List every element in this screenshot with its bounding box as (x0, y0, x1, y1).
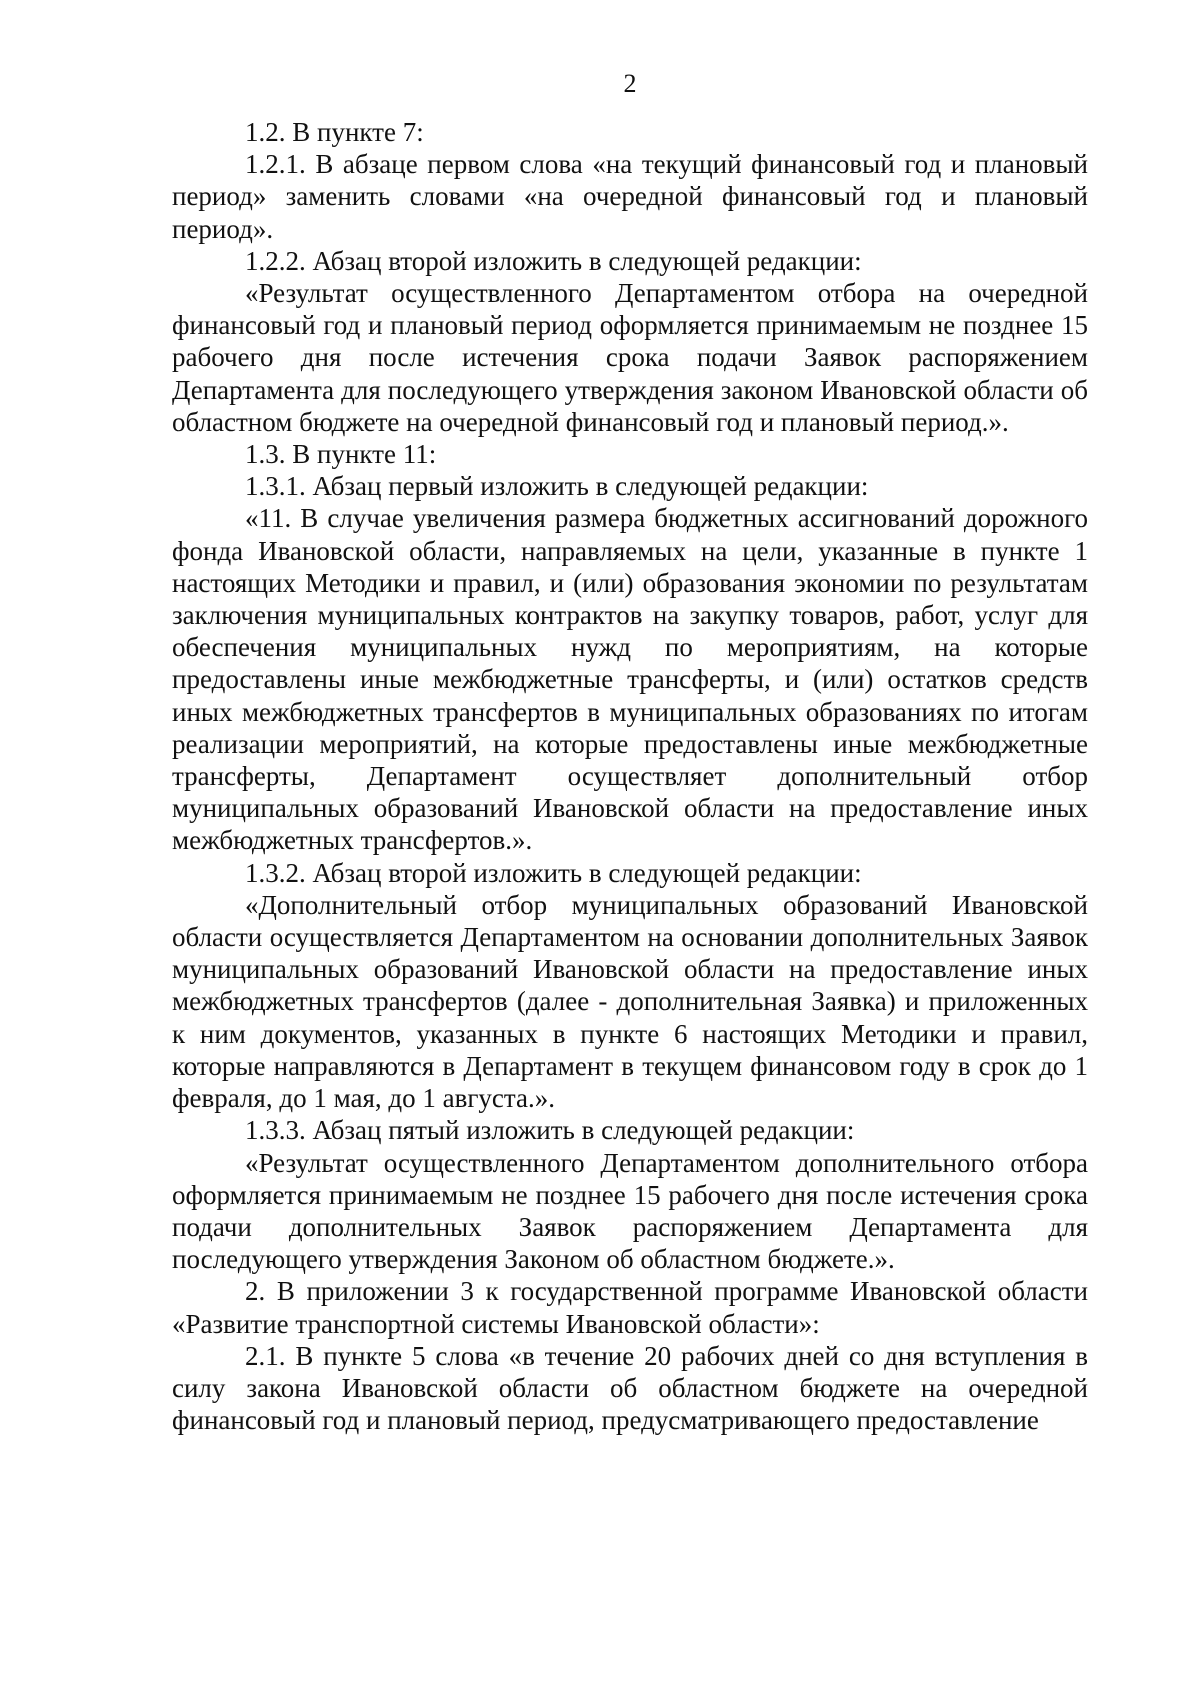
paragraph-2-1: 2.1. В пункте 5 слова «в течение 20 рабочих дней со дня вступления в силу закона Ивановской области об областном бюджете на очередной финансовый год и плановый период, предусматривающего предоставление (172, 1340, 1088, 1436)
page-number: 2 (623, 69, 637, 98)
paragraph-1-3-1: 1.3.1. Абзац первый изложить в следующей редакции: (245, 471, 869, 502)
paragraph-quote-4: «Результат осуществленного Департаментом дополнительного отбора оформляется принимаемым не позднее 15 рабочего дня после истечения срока подачи дополнительных Заявок распоряжением Департамента для последующего утверждения Законом об областном бюджете.». (172, 1147, 1088, 1275)
document-body (172, 116, 1088, 1436)
paragraph-1-2: 1.2. В пункте 7: (245, 117, 424, 147)
paragraph-2: 2. В приложении 3 к государственной программе Ивановской области «Развитие транспортной системы Ивановской области»: (172, 1276, 1088, 1339)
paragraph-1-3-2: 1.3.2. Абзац второй изложить в следующей редакции: (245, 857, 862, 888)
paragraph-1-2-2: 1.2.2. Абзац второй изложить в следующей редакции: (245, 245, 862, 276)
paragraph-1-3: 1.3. В пункте 11: (245, 439, 437, 470)
paragraph-1-3-3: 1.3.3. Абзац пятый изложить в следующей редакции: (245, 1115, 855, 1146)
paragraph-quote-1: «Результат осуществленного Департаментом отбора на очередной финансовый год и плановый период оформляется принимаемым не позднее 15 рабочего дня после истечения срока подачи Заявок распоряжением Департамента для последующего утверждения законом Ивановской области об областном бюджете на очередной финансовый год и плановый период.». (172, 278, 1088, 437)
paragraph-quote-2: «11. В случае увеличения размера бюджетных ассигнований дорожного фонда Ивановской области, направляемых на цели, указанные в пункте 1 настоящих Методики и правил, и (или) образования экономии по результатам заключения муниципальных контрактов на закупку товаров, работ, услуг для обеспечения муниципальных нужд по мероприятиям, на которые предоставлены иные межбюджетные трансферты, и (или) остатков средств иных межбюджетных трансфертов в муниципальных образованиях по итогам реализации мероприятий, на которые предоставлены иные межбюджетные трансферты, Департамент осуществляет дополнительный отбор муниципальных образований Ивановской области на предоставление иных межбюджетных трансфертов.». (172, 503, 1088, 856)
paragraph-quote-3: «Дополнительный отбор муниципальных образований Ивановской области осуществляется Департаментом на основании дополнительных Заявок муниципальных образований Ивановской области на предоставление иных межбюджетных трансфертов (далее - дополнительная Заявка) и приложенных к ним документов, указанных в пункте 6 настоящих Методики и правил, которые направляются в Департамент в текущем финансовом году в срок до 1 февраля, до 1 мая, до 1 августа.». (172, 889, 1088, 1114)
paragraph-1-2-1: 1.2.1. В абзаце первом слова «на текущий финансовый год и плановый период» заменить словами «на очередной финансовый год и плановый период». (172, 149, 1088, 244)
